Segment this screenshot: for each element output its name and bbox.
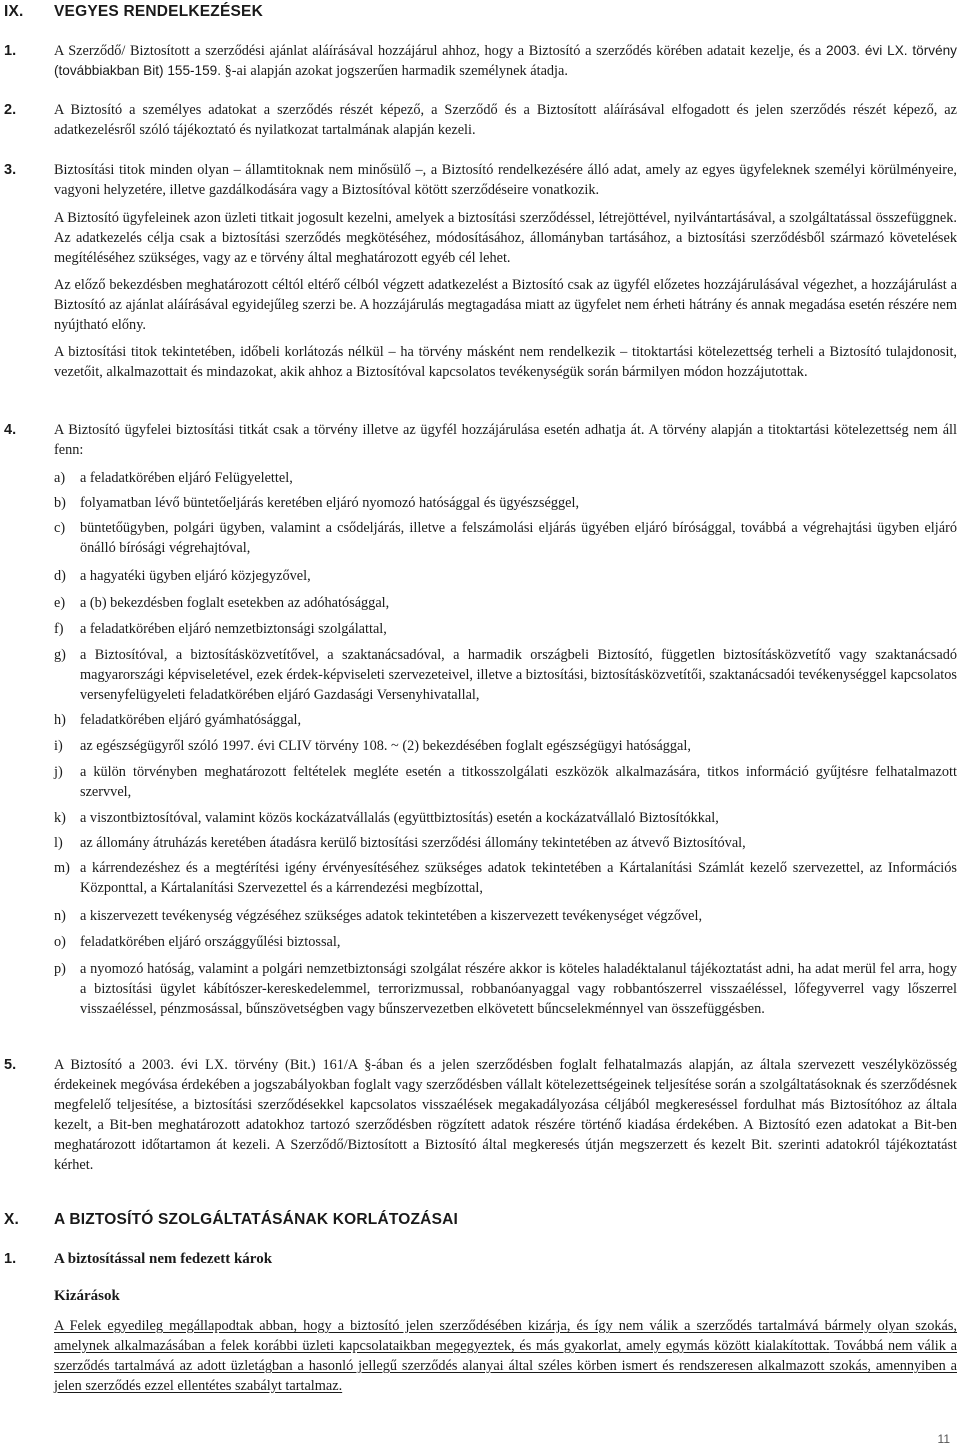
item-number: 5. — [4, 1057, 17, 1073]
list-letter: l) — [54, 835, 63, 851]
item-text: Biztosítási titok minden olyan – államtitoknak nem minősülő –, a Biztosító rendelkezésére álló adat, amely az egyes ügyfeleknek személyi körülményeire, vagyoni helyzetére, illetve gazdálkodására vagy a Biztosítóval kötött szerződéseire vonatkozik. — [54, 162, 957, 198]
page-number: 11 — [937, 1432, 950, 1446]
item-text-part-end: §-ai alapján azokat jogszerűen harmadik személynek átadja. — [221, 63, 568, 79]
item-number: 1. — [4, 1251, 17, 1267]
list-letter: h) — [54, 712, 66, 728]
section-item-1 — [4, 41, 957, 81]
list-letter: a) — [54, 470, 66, 486]
list-text: a nyomozó hatóság, valamint a polgári nemzetbiztonsági szolgálat részére akkor is köteles haladéktalanul tájékoztatást adni, ha adat merül fel arra, hogy a biztosítási ügylet kábítószer-kereskedelemmel, terrorizmussal, robbanóanyaggal vagy robbantószerrel visszaéléssel, lőfegyverrel vagy lőszerrel visszaéléssel, pénzmosással, bűnszövetségben vagy bűnszervezetben elkövetett bűncselekménnyel van összefüggésben. — [80, 961, 957, 1017]
list-text: a feladatkörében eljáró Felügyelettel, — [80, 470, 293, 486]
list-letter: n) — [54, 908, 66, 924]
list-text: a kárrendezéshez és a megtérítési igény érvényesítéséhez szükséges adatok tekintetében a Kártalanítási Számlát kezelő szervezettel, az Információs Központtal, a Kártalanítási Szervezettel és a kárrendezési megbízottal, — [80, 860, 957, 896]
list-item — [54, 493, 957, 513]
list-text: az egészségügyről szóló 1997. évi CLIV törvény 108. ~ (2) bekezdésében foglalt egészségügyi hatósággal, — [80, 738, 691, 754]
item-title: A biztosítással nem fedezett károk — [54, 1251, 273, 1267]
exclusions-text-part2: Továbbá nem válik a szerződés tartalmává az adott üzletágban a hasonló jellegű szerződés alanyai által széles körben ismert és rendszeresen alkalmazott szokás, amennyiben a jelen szerződés ezzel ellentétes szabályt tartalmaz. — [54, 1338, 957, 1394]
list-letter: m) — [54, 860, 70, 876]
list-item — [54, 736, 957, 756]
paragraph: A Biztosító ügyfeleinek azon üzleti titkait jogosult kezelni, amelyek a biztosítási szerződéssel, létrejöttével, nyilvántartásával, a szolgáltatással összefüggnek. Az adatkezelés célja csak a biztosítási szerződés megkötéséhez, módosításához, állományban tartásához, a biztosítási szerződésből származó követelések megítéléséhez szükséges, vagy az e törvény által meghatározott egyéb cél lehet. — [54, 210, 957, 266]
list-text: az állomány átruházás keretében átadásra kerülő biztosítási szerződési állomány tekintetében az átvevő Biztosítóval, — [80, 835, 746, 851]
list-text: a kiszervezett tevékenység végzéséhez szükséges adatok tekintetében a kiszervezett tevékenységet végzővel, — [80, 908, 703, 924]
list-item — [54, 518, 957, 558]
list-text: a (b) bekezdésben foglalt esetekben az adóhatósággal, — [80, 595, 390, 611]
list-text: feladatkörében eljáró gyámhatósággal, — [80, 712, 302, 728]
list-text: a Biztosítóval, a biztosításközvetítővel, a szaktanácsadóval, a harmadik országbeli Biztosító, független biztosításközvetítő vagy szaktanácsadó magyarországi képviseletével, ezek érdek-képviseleti szervezeteivel, illetve a biztosítási, biztosításközvetítői, szaktanácsadói tevékenységgel kapcsolatos versenyfelügyeleti feladatkörében eljáró Gazdasági Versenyhivatallal, — [80, 647, 957, 703]
list-item — [54, 959, 957, 1019]
chapter-heading-ix — [4, 3, 263, 21]
item-number: 3. — [4, 162, 17, 178]
list-letter: o) — [54, 934, 66, 950]
list-item — [54, 619, 957, 639]
list-letter: i) — [54, 738, 63, 754]
list-item — [54, 906, 957, 926]
item-text: A Biztosító a személyes adatokat a szerződés részét képező, a Szerződő és a Biztosított aláírásával elfogadott és jelen szerződés részét képező, az adatkezelésről szóló tájékoztató és nyilatkozat tartalmának alapján kezeli. — [54, 102, 957, 138]
list-item — [54, 833, 957, 853]
subheading-kizarasok: Kizárások — [54, 1288, 120, 1304]
list-text: folyamatban lévő büntetőeljárás keretében eljáró nyomozó hatósággal és ügyészséggel, — [80, 495, 580, 511]
list-item — [54, 468, 957, 488]
chapter-number: IX. — [4, 3, 24, 20]
section-item-x-1 — [4, 1249, 957, 1269]
item-number: 1. — [4, 43, 17, 59]
item-text — [54, 41, 957, 81]
list-letter: c) — [54, 520, 66, 536]
list-item — [54, 593, 957, 613]
item-text: A Biztosító a 2003. évi LX. törvény (Bit.) 161/A §-ában és a jelen szerződésben foglalt felhatalmazás alapján, az általa szervezett veszélyközösség érdekeinek megóvása érdekében a jogszabályokban foglalt vagy szerződésben vállalt kötelezettségeinek teljesítése során a szolgáltatásoknak és szerződésnek megfelelő teljesítése, a biztosítási szerződésekkel kapcsolatos visszaélések megakadályozása céljából megkereséssel fordulhat más Biztosítóhoz az általa kezelt, a Bit-ben meghatározott adatokhoz tartozó szerződésben rögzített adatok részére történő kiadása érdekében. A Biztosító ezen adatokat a Bit-ben meghatározott időtartamon át kezeli. A Szerződő/Biztosított a Biztosító által megkeresés útján megszerzett és kezelt Bit. szerinti adatokról tájékoztatást kérhet. — [54, 1057, 957, 1173]
list-letter: j) — [54, 764, 63, 780]
list-item — [54, 566, 957, 586]
list-letter: f) — [54, 621, 64, 637]
section-item-5 — [4, 1055, 957, 1175]
list-text: a hagyatéki ügyben eljáró közjegyzővel, — [80, 568, 311, 584]
item-text-part-sans: 2003. évi LX. törvény (továbbiakban Bit) 155-159. — [54, 43, 957, 78]
list-item — [54, 932, 957, 952]
list-text: a viszontbiztosítóval, valamint közös kockázatvállalás (együttbiztosítás) esetén a kockázatvállaló Biztosítókkal, — [80, 810, 719, 826]
list-letter: g) — [54, 647, 66, 663]
list-text: a feladatkörében eljáró nemzetbiztonsági szolgálattal, — [80, 621, 387, 637]
list-item — [54, 762, 957, 802]
section-item-4 — [4, 420, 957, 460]
list-item — [54, 645, 957, 705]
chapter-title: VEGYES RENDELKEZÉSEK — [54, 3, 263, 20]
list-item — [54, 710, 957, 730]
list-item — [54, 858, 957, 898]
section-item-3 — [4, 160, 957, 200]
list-letter: d) — [54, 568, 66, 584]
list-text: a külön törvényben meghatározott feltételek megléte esetén a titkosszolgálati eszközök alkalmazására, titkos információ gyűjtésre felhatalmazott szervvel, — [80, 764, 957, 800]
list-letter: b) — [54, 495, 66, 511]
exclusions-text-part1: A Felek egyedileg megállapodtak abban, hogy a biztosító jelen szerződésében kizárja, és így nem válik a szerződés tartalmává bármely olyan szokás, amelynek alkalmazásában a felek korábbi üzleti kapcsolataikban megegyeztek, és más gyakorlat, amely egymás között kialakítottak. — [54, 1318, 957, 1354]
list-letter: e) — [54, 595, 66, 611]
list-item — [54, 808, 957, 828]
list-letter: p) — [54, 961, 66, 977]
paragraph: A biztosítási titok tekintetében, időbeli korlátozás nélkül – ha törvény másként nem rendelkezik – titoktartási kötelezettség terheli a Biztosító tulajdonosit, vezetőit, alkalmazottait és mindazokat, akik ahhoz a Biztosítóval kapcsolatos tevékenységük során bármilyen módon hozzájutottak. — [54, 344, 957, 380]
item-text-part: A Szerződő/ Biztosított a szerződési ajánlat aláírásával hozzájárul ahhoz, hogy a Biztosító a szerződés körében adatait kezelje, és a — [54, 43, 822, 59]
item-number: 4. — [4, 422, 17, 438]
list-text: feladatkörében eljáró országgyűlési biztossal, — [80, 934, 341, 950]
chapter-title: A BIZTOSÍTÓ SZOLGÁLTATÁSÁNAK KORLÁTOZÁSAI — [54, 1211, 459, 1228]
list-letter: k) — [54, 810, 66, 826]
exclusions-paragraph — [54, 1316, 957, 1396]
item-text: A Biztosító ügyfelei biztosítási titkát csak a törvény illetve az ügyfél hozzájárulása esetén adhatja át. A törvény alapján a titoktartási kötelezettség nem áll fenn: — [54, 422, 957, 458]
item-number: 2. — [4, 102, 17, 118]
list-text: büntetőügyben, polgári ügyben, valamint a csődeljárás, illetve a felszámolási eljárás ügyében eljáró bírósággal, továbbá a végrehajtási ügyben eljáró önálló bírósági végrehajtóval, — [80, 520, 957, 556]
chapter-number: X. — [4, 1211, 20, 1228]
section-item-2 — [4, 100, 957, 140]
chapter-heading-x — [4, 1211, 458, 1229]
paragraph: Az előző bekezdésben meghatározott céltól eltérő célból végzett adatkezelést a Biztosító csak az ügyfél előzetes hozzájárulásával végezhet, a hozzájárulást a Biztosító az ajánlat aláírásával egyidejűleg szerzi be. A hozzájárulás megtagadása miatt az ügyfelet nem érheti hátrány és annak megadása esetén részére nem nyújtható előny. — [54, 277, 957, 333]
